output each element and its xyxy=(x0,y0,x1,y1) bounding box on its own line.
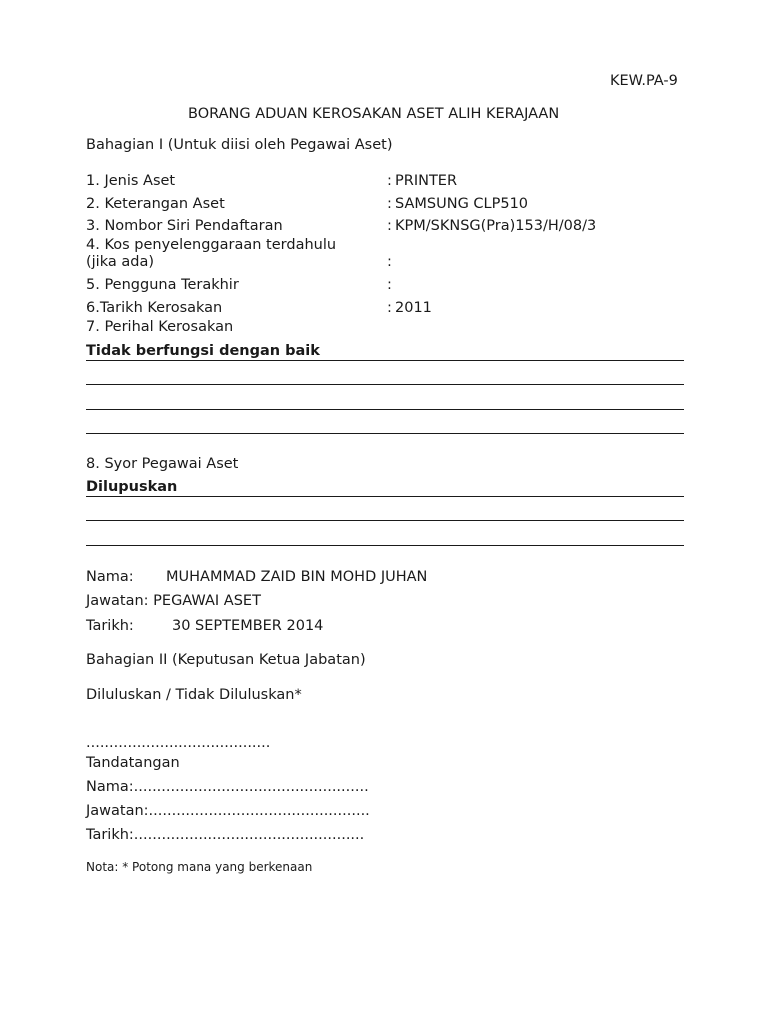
head-date-field: Tarikh:.................................................. xyxy=(86,827,365,843)
section2-heading: Bahagian II (Keputusan Ketua Jabatan) xyxy=(86,652,366,668)
field-label-1: 1. Jenis Aset xyxy=(86,173,176,189)
field-value-1: PRINTER xyxy=(395,173,458,189)
section1-heading: Bahagian I (Untuk diisi oleh Pegawai Aset) xyxy=(86,137,393,153)
field-colon-5: : xyxy=(387,277,392,293)
field-label-6: 6.Tarikh Kerosakan xyxy=(86,300,223,316)
head-name-field: Nama:................................................... xyxy=(86,779,369,795)
writing-line xyxy=(86,496,684,497)
field-label-3: 3. Nombor Siri Pendaftaran xyxy=(86,218,283,234)
footnote: Nota: * Potong mana yang berkenaan xyxy=(86,860,313,874)
field-colon-6: : xyxy=(387,300,392,316)
field-value-2: SAMSUNG CLP510 xyxy=(395,196,529,212)
field-label-4-cont: (jika ada) xyxy=(86,254,154,270)
writing-line xyxy=(86,409,684,410)
recommendation-value: Dilupuskan xyxy=(86,479,178,495)
head-position-field: Jawatan:................................................ xyxy=(86,803,370,819)
field-colon-4: : xyxy=(387,254,392,270)
field-label-2: 2. Keterangan Aset xyxy=(86,196,225,212)
field-label-4: 4. Kos penyelenggaraan terdahulu xyxy=(86,237,337,253)
writing-line xyxy=(86,433,684,434)
field-colon-1: : xyxy=(387,173,392,189)
writing-line xyxy=(86,384,684,385)
decision-text: Diluluskan / Tidak Diluluskan* xyxy=(86,687,302,703)
writing-line xyxy=(86,360,684,361)
field-label-5: 5. Pengguna Terakhir xyxy=(86,277,239,293)
damage-description: Tidak berfungsi dengan baik xyxy=(86,343,320,359)
officer-name-label: Nama: xyxy=(86,569,134,585)
form-title: BORANG ADUAN KEROSAKAN ASET ALIH KERAJAAN xyxy=(188,106,560,122)
writing-line xyxy=(86,545,684,546)
officer-name: MUHAMMAD ZAID BIN MOHD JUHAN xyxy=(166,569,428,585)
form-code: KEW.PA-9 xyxy=(610,73,678,89)
field-label-7: 7. Perihal Kerosakan xyxy=(86,319,234,335)
signature-label: Tandatangan xyxy=(86,755,180,771)
officer-position: Jawatan: PEGAWAI ASET xyxy=(86,593,261,609)
field-colon-3: : xyxy=(387,218,392,234)
writing-line xyxy=(86,520,684,521)
field-value-3: KPM/SKNSG(Pra)153/H/08/3 xyxy=(395,218,597,234)
officer-date-label: Tarikh: xyxy=(86,618,134,634)
signature-dots: ........................................ xyxy=(86,735,271,751)
field-value-6: 2011 xyxy=(395,300,432,316)
recommendation-label: 8. Syor Pegawai Aset xyxy=(86,456,239,472)
officer-date: 30 SEPTEMBER 2014 xyxy=(172,618,324,634)
field-colon-2: : xyxy=(387,196,392,212)
